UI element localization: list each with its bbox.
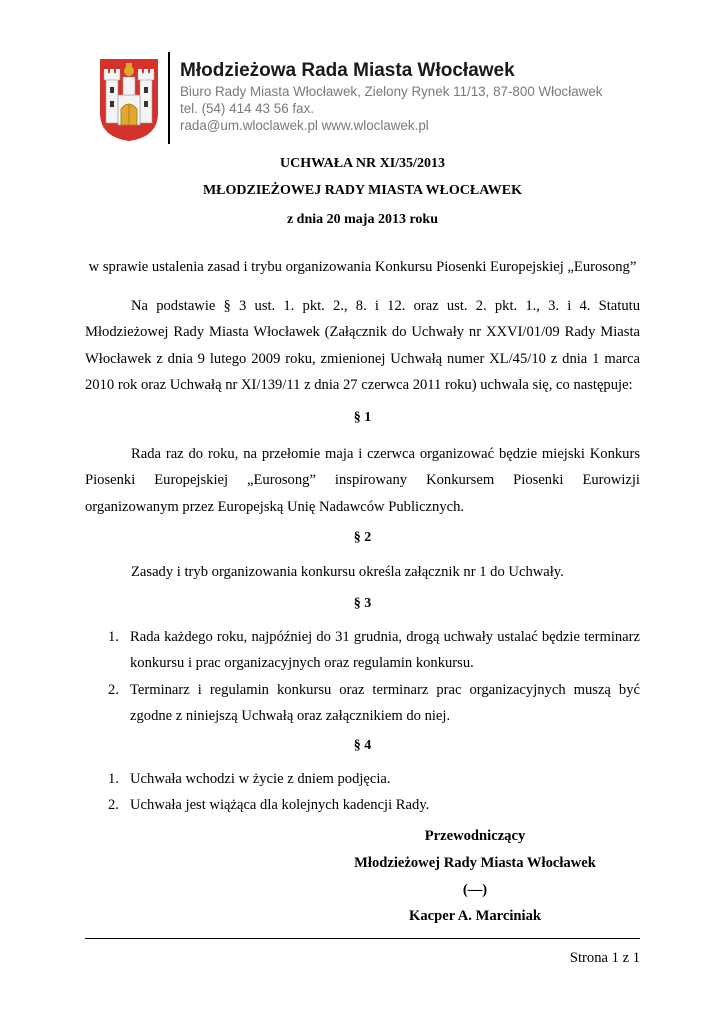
organization-address: Biuro Rady Miasta Włocławek, Zielony Rynek 11/13, 87-800 Włocławek	[180, 84, 603, 99]
resolution-date: z dnia 20 maja 2013 roku	[286, 212, 439, 227]
section-heading: § 2	[353, 530, 372, 545]
signature-role: Przewodniczący	[424, 828, 526, 844]
organization-name: Młodzieżowa Rada Miasta Włocławek	[180, 60, 515, 81]
list-item-text: Terminarz i regulamin konkursu oraz terminarz prac organizacyjnych muszą być zgodne z niniejszą Uchwałą oraz załącznikiem do niej.	[130, 681, 640, 725]
section-heading: § 4	[353, 738, 372, 753]
list-item-number: 1.	[108, 629, 119, 645]
list-item	[108, 624, 640, 677]
preamble	[85, 293, 640, 399]
page-number: Strona 1 z 1	[569, 950, 640, 966]
section-heading: § 1	[353, 410, 372, 425]
list-item	[108, 766, 640, 792]
list-item-number: 1.	[108, 771, 119, 787]
wloclawek-coat-of-arms-icon	[98, 57, 160, 143]
resolution-subject: w sprawie ustalenia zasad i trybu organizowania Konkursu Piosenki Europejskiej „Eurosong”	[88, 259, 637, 275]
signature-name: Kacper A. Marciniak	[408, 908, 541, 924]
list-item-text: Uchwała jest wiążąca dla kolejnych kadencji Rady.	[130, 797, 430, 814]
section-2-body	[85, 559, 640, 585]
resolution-number: UCHWAŁA NR XI/35/2013	[280, 156, 445, 171]
signature-mark: (—)	[462, 882, 488, 898]
header-divider	[168, 52, 170, 144]
list-item-number: 2.	[108, 797, 119, 814]
section-3-list	[108, 624, 640, 730]
organization-contact: rada@um.wloclawek.pl www.wloclawek.pl	[180, 118, 429, 133]
section-heading: § 3	[353, 596, 372, 611]
signature-body: Młodzieżowej Rady Miasta Włocławek	[354, 855, 596, 871]
section-4-list	[108, 766, 640, 819]
section-2-text: Zasady i tryb organizowania konkursu określa załącznik nr 1 do Uchwały.	[131, 564, 564, 580]
section-1-body	[85, 441, 640, 520]
organization-phone: tel. (54) 414 43 56 fax.	[180, 101, 314, 116]
list-item-text: Rada każdego roku, najpóźniej do 31 grudnia, drogą uchwały ustalać będzie terminarz konkursu i prac organizacyjnych oraz regulamin konkursu.	[130, 629, 640, 672]
list-item-number: 2.	[108, 681, 119, 698]
list-item-text: Uchwała wchodzi w życie z dniem podjęcia.	[130, 771, 391, 787]
section-1-text: Rada raz do roku, na przełomie maja i czerwca organizować będzie miejski Konkurs Piosenki Europejskiej „Eurosong” inspirowany Konkursem Piosenki Eurowizji organizowanym przez Europejską Unię Nadawców Publicznych.	[85, 446, 640, 515]
preamble-text: Na podstawie § 3 ust. 1. pkt. 2., 8. i 12. oraz ust. 2. pkt. 1., 3. i 4. Statutu Młodzieżowej Rady Miasta Włocławek (Załącznik do Uchwały nr XXVI/01/09 Rady Miasta Włocławek z dnia 9 lutego 2009 roku, zmienionej Uchwałą numer XL/45/10 z dnia 1 marca 2010 rok oraz Uchwałą nr XI/139/11 z dnia 27 czerwca 2011 roku) uchwala się, co następuje:	[85, 298, 640, 394]
footer-divider	[85, 938, 640, 939]
list-item	[108, 677, 640, 730]
resolution-issuer: MŁODZIEŻOWEJ RADY MIASTA WŁOCŁAWEK	[202, 183, 523, 198]
list-item	[108, 792, 640, 818]
